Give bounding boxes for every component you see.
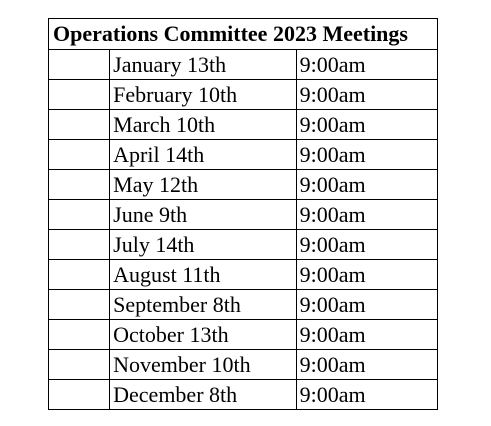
meeting-time-cell: 9:00am (296, 230, 437, 260)
blank-cell (49, 200, 110, 230)
blank-cell (49, 170, 110, 200)
meeting-time-cell: 9:00am (296, 80, 437, 110)
meeting-date-cell: February 10th (110, 80, 296, 110)
meeting-date-cell: September 8th (110, 290, 296, 320)
blank-cell (49, 260, 110, 290)
blank-cell (49, 50, 110, 80)
meeting-date-cell: July 14th (110, 230, 296, 260)
meeting-time-cell: 9:00am (296, 260, 437, 290)
meeting-time-cell: 9:00am (296, 110, 437, 140)
meeting-time-cell: 9:00am (296, 170, 437, 200)
table-row (49, 320, 438, 350)
table-row (49, 200, 438, 230)
table-row (49, 110, 438, 140)
meeting-time-cell: 9:00am (296, 350, 437, 380)
table-row (49, 140, 438, 170)
table-row (49, 170, 438, 200)
table-row (49, 260, 438, 290)
blank-cell (49, 290, 110, 320)
blank-cell (49, 80, 110, 110)
meeting-time-cell: 9:00am (296, 380, 437, 410)
blank-cell (49, 320, 110, 350)
blank-cell (49, 140, 110, 170)
blank-cell (49, 110, 110, 140)
table-title: Operations Committee 2023 Meetings (49, 19, 438, 50)
table-row (49, 80, 438, 110)
table-row (49, 380, 438, 410)
blank-cell (49, 380, 110, 410)
table-row (49, 350, 438, 380)
meeting-date-cell: March 10th (110, 110, 296, 140)
meeting-time-cell: 9:00am (296, 200, 437, 230)
meeting-time-cell: 9:00am (296, 50, 437, 80)
table-row (49, 50, 438, 80)
meeting-date-cell: May 12th (110, 170, 296, 200)
meeting-schedule-table (48, 18, 438, 410)
meeting-date-cell: April 14th (110, 140, 296, 170)
meeting-date-cell: December 8th (110, 380, 296, 410)
meeting-time-cell: 9:00am (296, 140, 437, 170)
meeting-date-cell: August 11th (110, 260, 296, 290)
meeting-date-cell: October 13th (110, 320, 296, 350)
meeting-date-cell: November 10th (110, 350, 296, 380)
meeting-time-cell: 9:00am (296, 320, 437, 350)
blank-cell (49, 230, 110, 260)
table-row (49, 230, 438, 260)
table-header-row (49, 19, 438, 50)
meeting-date-cell: June 9th (110, 200, 296, 230)
blank-cell (49, 350, 110, 380)
meeting-time-cell: 9:00am (296, 290, 437, 320)
table-row (49, 290, 438, 320)
meeting-date-cell: January 13th (110, 50, 296, 80)
